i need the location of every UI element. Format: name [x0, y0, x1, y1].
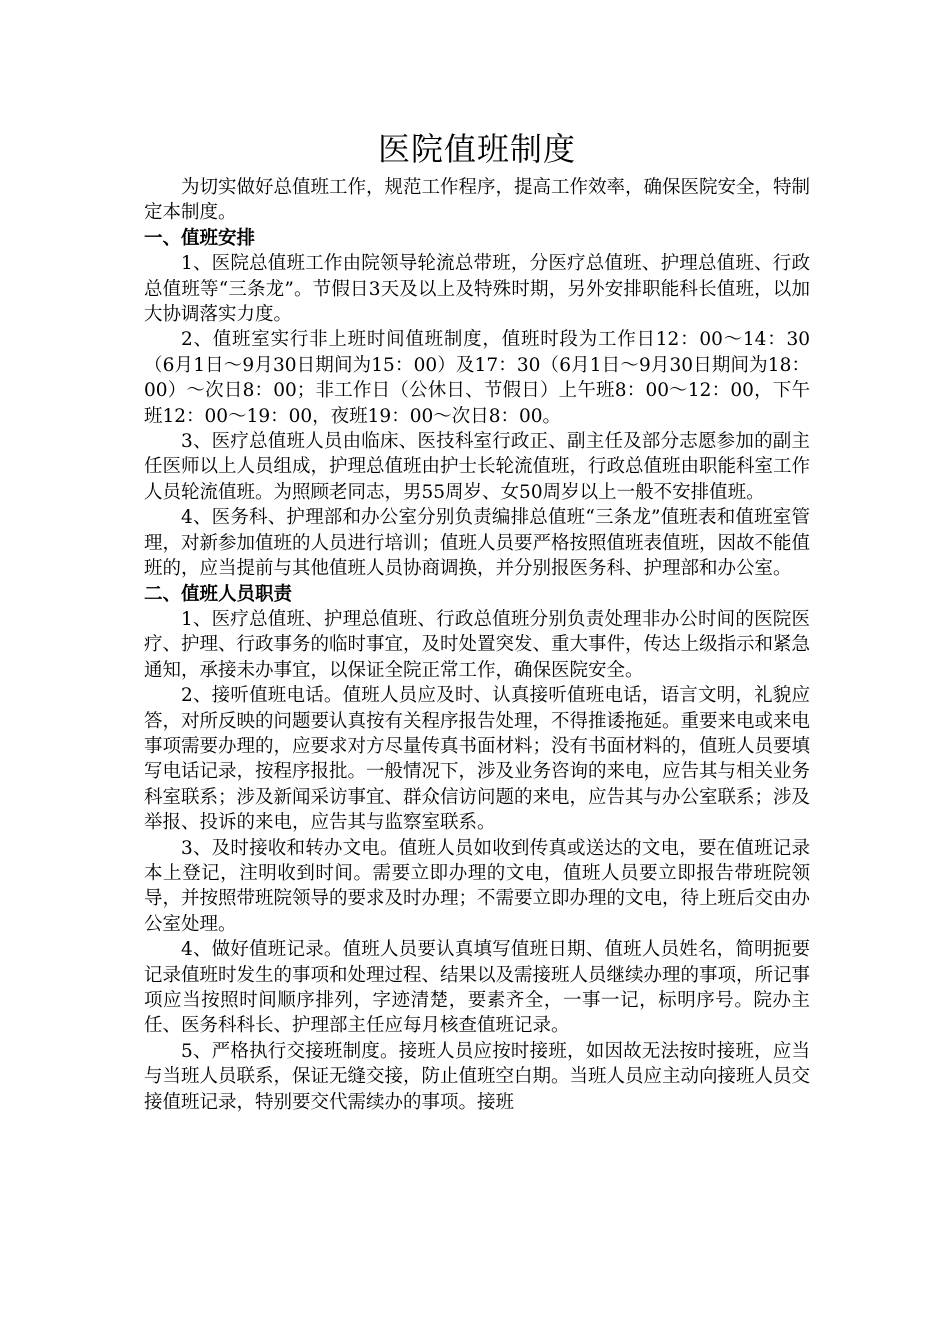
section-duty-arrangement	[144, 226, 810, 582]
paragraph: 4、医务科、护理部和办公室分别负责编排总值班“三条龙”值班表和值班室管理，对新参加值班的人员进行培训；值班人员要严格按照值班表值班，因故不能值班的，应当提前与其他值班人员协商调换，并分别报医务科、护理部和办公室。	[144, 507, 811, 580]
paragraph: 3、医疗总值班人员由临床、医技科室行政正、副主任及部分志愿参加的副主任医师以上人员组成，护理总值班由护士长轮流值班，行政总值班由职能科室工作人员轮流值班。为照顾老同志，男55周岁、女50周岁以上一般不安排值班。	[144, 431, 811, 503]
document-page	[144, 125, 810, 1115]
paragraph: 1、医院总值班工作由院领导轮流总带班，分医疗总值班、护理总值班、行政总值班等“三条龙”。节假日3天及以上及特殊时期，另外安排职能科长值班，以加大协调落实力度。	[144, 253, 810, 326]
paragraph: 3、及时接收和转办文电。值班人员如收到传真或送达的文电，要在值班记录本上登记，注明收到时间。需要立即办理的文电，值班人员要立即报告带班院领导，并按照带班院领导的要求及时办理；不需要立即办理的文电，待上班后交由办公室处理。	[144, 837, 811, 935]
section-heading: 一、值班安排	[144, 227, 256, 249]
paragraph: 2、值班室实行非上班时间值班制度，值班时段为工作日12：00～14：30（6月1日～9月30日期间为15：00）及17：30（6月1日～9月30日期间为18：00）～次日8：00；非工作日（公休日、节假日）上午班8：00～12：00，下午班12：00～19：00，夜班19：00～次日8：00。	[144, 329, 810, 427]
paragraph: 4、做好值班记录。值班人员要认真填写值班日期、值班人员姓名，简明扼要记录值班时发生的事项和处理过程、结果以及需接班人员继续办理的事项，所记事项应当按照时间顺序排列，字迹清楚，要素齐全，一事一记，标明序号。院办主任、医务科科长、护理部主任应每月核查值班记录。	[144, 939, 811, 1037]
paragraph: 1、医疗总值班、护理总值班、行政总值班分别负责处理非办公时间的医院医疗、护理、行政事务的临时事宜，及时处置突发、重大事件，传达上级指示和紧急通知，承接未办事宜，以保证全院正常工作，确保医院安全。	[144, 608, 811, 681]
section-heading: 二、值班人员职责	[144, 583, 293, 605]
section-duty-responsibilities	[144, 582, 810, 1116]
intro-paragraph: 为切实做好总值班工作，规范工作程序，提高工作效率，确保医院安全，特制定本制度。	[144, 177, 811, 224]
paragraph: 2、接听值班电话。值班人员应及时、认真接听值班电话，语言文明，礼貌应答，对所反映的问题要认真按有关程序报告处理，不得推诿拖延。重要来电或来电事项需要办理的，应要求对方尽量传真书面材料；没有书面材料的，值班人员要填写电话记录，按程序报批。一般情况下，涉及业务咨询的来电，应告其与相关业务科室联系；涉及新闻采访事宜、群众信访问题的来电，应告其与办公室联系；涉及举报、投诉的来电，应告其与监察室联系。	[144, 685, 811, 834]
paragraph: 5、严格执行交接班制度。接班人员应按时接班，如因故无法按时接班，应当与当班人员联系，保证无缝交接，防止值班空白期。当班人员应主动向接班人员交接值班记录，特别要交代需续办的事项。接班	[144, 1040, 811, 1113]
document-title: 医院值班制度	[377, 130, 576, 168]
